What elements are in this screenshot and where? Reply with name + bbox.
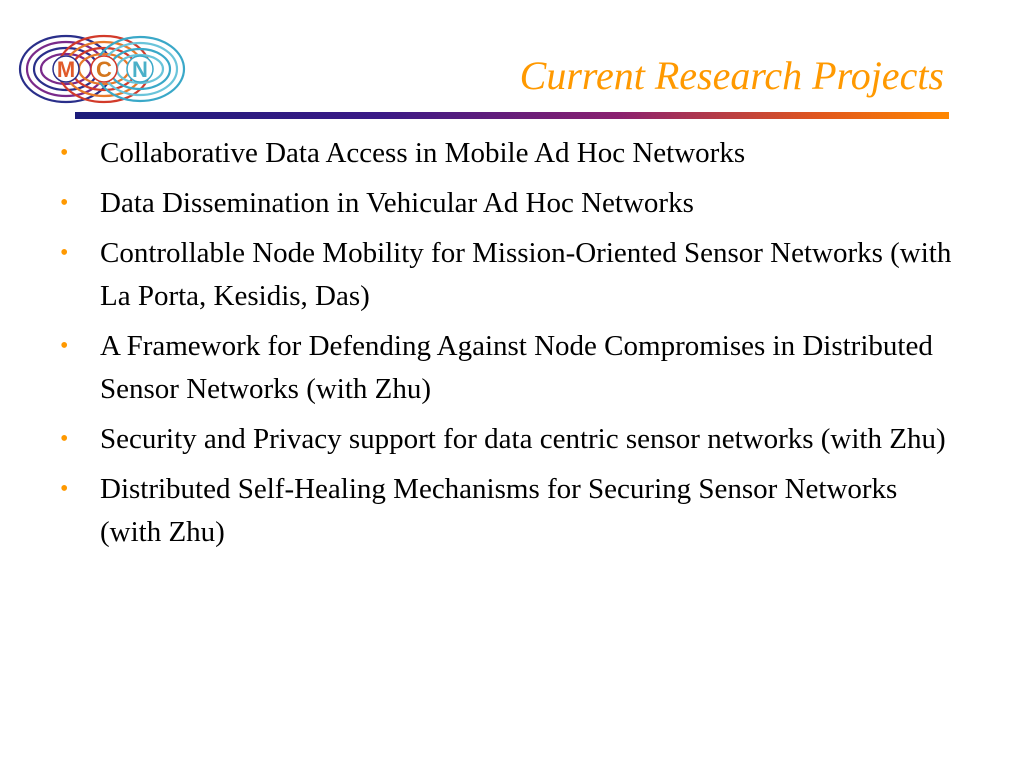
mcn-logo bbox=[18, 28, 188, 110]
bullet-text: Security and Privacy support for data centric sensor networks (with Zhu) bbox=[100, 423, 946, 455]
bullet-item bbox=[58, 418, 958, 461]
bullet-item bbox=[58, 182, 958, 225]
bullet-dot-icon: • bbox=[60, 190, 69, 216]
bullet-text: A Framework for Defending Against Node Compromises in Distributed Sensor Networks (with Zhu) bbox=[100, 330, 933, 405]
bullet-text: Data Dissemination in Vehicular Ad Hoc Networks bbox=[100, 187, 694, 219]
bullet-list bbox=[58, 132, 958, 561]
bullet-item bbox=[58, 325, 958, 411]
bullet-dot-icon: • bbox=[60, 333, 69, 359]
logo-letter-c: C bbox=[96, 57, 112, 82]
bullet-dot-icon: • bbox=[60, 240, 69, 266]
bullet-text: Controllable Node Mobility for Mission-Oriented Sensor Networks (with La Porta, Kesidis, Das) bbox=[100, 237, 952, 312]
bullet-item bbox=[58, 232, 958, 318]
slide-title: Current Research Projects bbox=[519, 53, 944, 98]
bullet-item bbox=[58, 468, 958, 554]
mcn-logo-graphic bbox=[18, 28, 188, 110]
bullet-text: Collaborative Data Access in Mobile Ad Hoc Networks bbox=[100, 137, 746, 169]
bullet-dot-icon: • bbox=[60, 426, 69, 452]
logo-letter-m: M bbox=[56, 57, 76, 82]
logo-letter-n: N bbox=[132, 57, 148, 82]
bullet-text: Distributed Self-Healing Mechanisms for Securing Sensor Networks (with Zhu) bbox=[100, 473, 898, 548]
bullet-dot-icon: • bbox=[60, 140, 69, 166]
bullet-dot-icon: • bbox=[60, 476, 69, 502]
bullet-item bbox=[58, 132, 958, 175]
title-divider bbox=[75, 112, 949, 119]
